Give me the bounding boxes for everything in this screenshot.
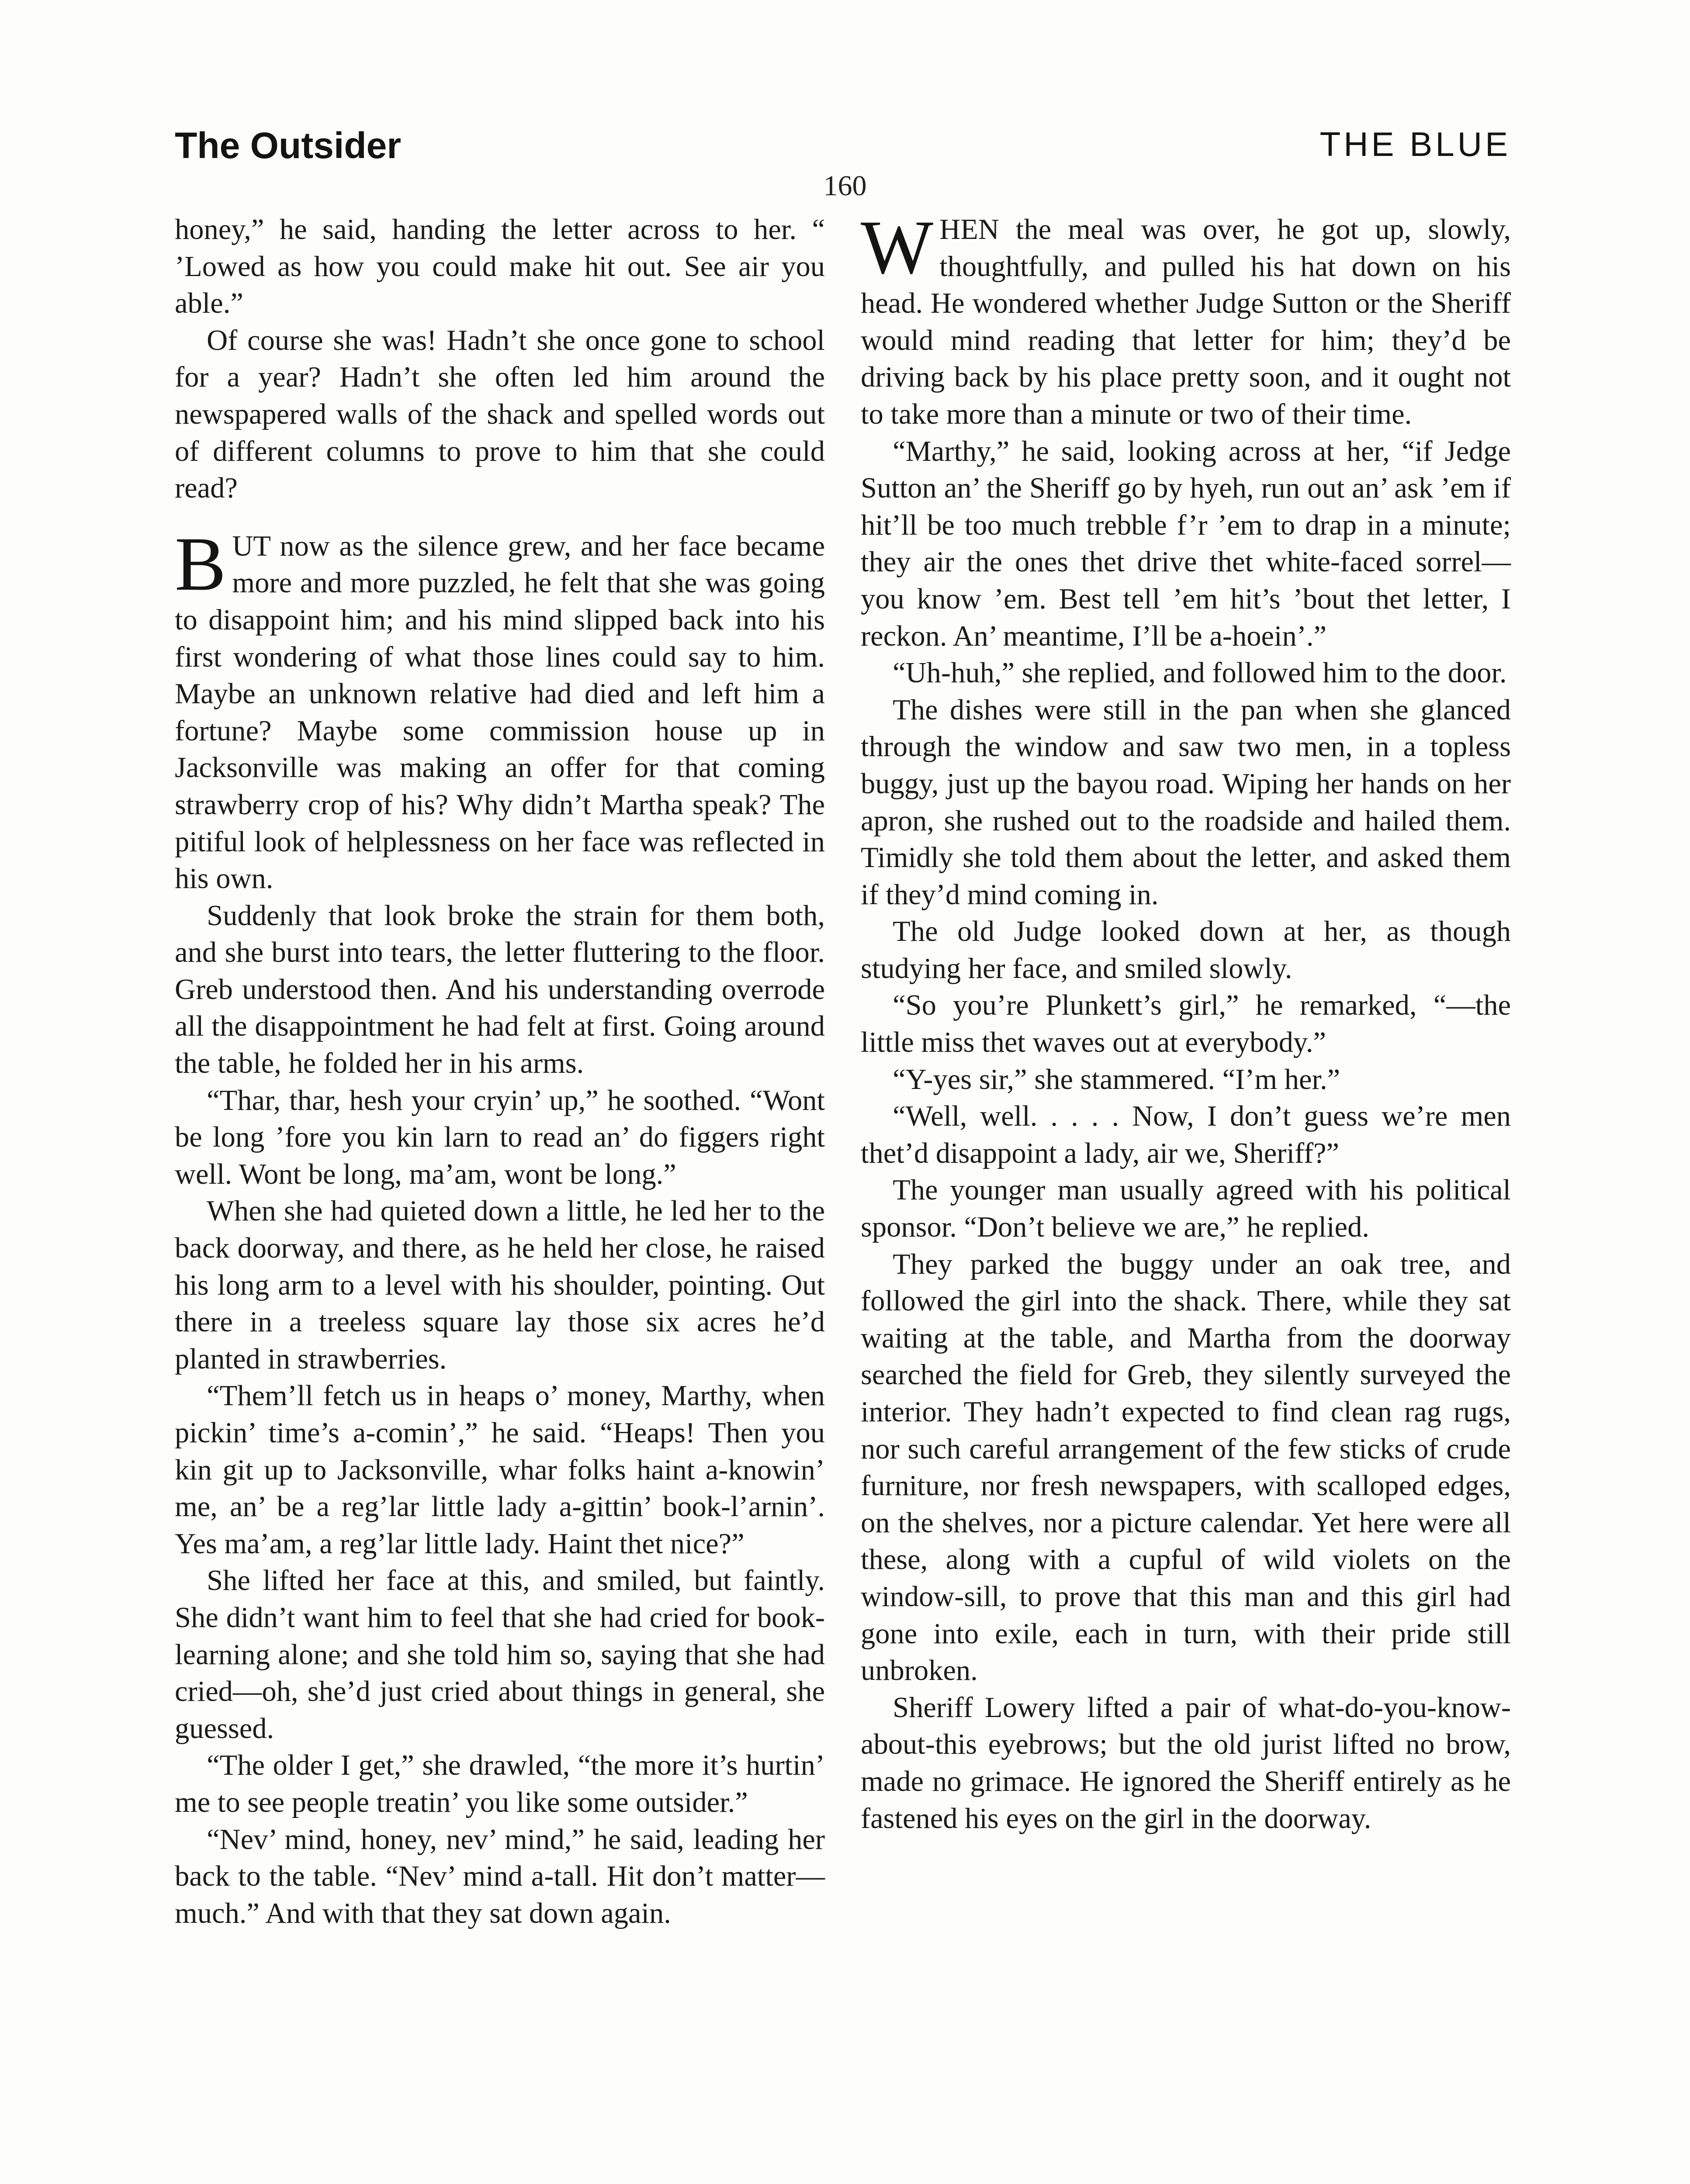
- paragraph: “So you’re Plunkett’s girl,” he remarked, “—the little miss thet waves out at everybody.”: [861, 989, 1511, 1059]
- paragraph-text: HEN the meal was over, he got up, slowly, thoughtfully, and pulled his hat down on his head. He wondered whether Judge Sutton or the Sheriff would mind reading that letter for him; they’d be driving back by his place pretty soon, and it ought not to take more than a minute or two of their time.: [861, 214, 1511, 430]
- left-column: [175, 211, 825, 2184]
- magazine-name: THE BLUE: [1319, 125, 1511, 163]
- paragraph: Sheriff Lowery lifted a pair of what-do-you-know-about-this eyebrows; but the old jurist lifted no brow, made no grimace. He ignored the Sheriff entirely as he fastened his eyes on the girl in the doorway.: [861, 1691, 1511, 1835]
- paragraph-text: UT now as the silence grew, and her face became more and more puzzled, he felt that she was going to disappoint him; and his mind slipped back into his first wondering of what those lines could say to him. Maybe an unknown relative had died and left him a fortune? Maybe some commission house up in Jacksonville was making an offer for that coming strawberry crop of his? Why didn’t Martha speak? The pitiful look of helplessness on her face was reflected in his own.: [175, 530, 825, 895]
- section-opening-paragraph: [175, 521, 825, 898]
- paragraph: Suddenly that look broke the strain for them both, and she burst into tears, the letter fluttering to the floor. Greb understood then. And his understanding overrode all the disappointment he had felt at first. Going around the table, he folded her in his arms.: [175, 899, 825, 1080]
- paragraph: “Nev’ mind, honey, nev’ mind,” he said, leading her back to the table. “Nev’ mind a-tall. Hit don’t matter—much.” And with that they sat down again.: [175, 1823, 825, 1929]
- paragraph: The old Judge looked down at her, as though studying her face, and smiled slowly.: [861, 916, 1511, 985]
- paragraph: honey,” he said, handing the letter across to her. “ ’Lowed as how you could make hit out. See air you able.”: [175, 214, 825, 320]
- story-title: The Outsider: [175, 125, 402, 166]
- paragraph: “Them’ll fetch us in heaps o’ money, Marthy, when pickin’ time’s a-comin’,” he said. “Heaps! Then you kin git up to Jacksonville, whar folks haint a-knowin’ me, an’ be a reg’lar little lady a-gittin’ book-l’arnin’. Yes ma’am, a reg’lar little lady. Haint thet nice?”: [175, 1380, 825, 1560]
- paragraph: Of course she was! Hadn’t she once gone to school for a year? Hadn’t she often led him around the newspapered walls of the shack and spelled words out of different columns to prove to him that she could read?: [175, 324, 825, 505]
- paragraph: They parked the buggy under an oak tree, and followed the girl into the shack. There, while they sat waiting at the table, and Martha from the doorway searched the field for Greb, they silently surveyed the interior. They hadn’t expected to find clean rag rugs, nor such careful arrangement of the few sticks of crude furniture, nor fresh newspapers, with scalloped edges, on the shelves, nor a picture calendar. Yet here were all these, along with a cupful of wild violets on the window-sill, to prove that this man and this girl had gone into exile, each in turn, with their pride still unbroken.: [861, 1248, 1511, 1687]
- paragraph: “The older I get,” she drawled, “the more it’s hurtin’ me to see people treatin’ you like some outsider.”: [175, 1749, 825, 1818]
- paragraph: She lifted her face at this, and smiled, but faintly. She didn’t want him to feel that she had cried for book-learning alone; and she told him so, saying that she had cried—oh, she’d just cried about things in general, she guessed.: [175, 1565, 825, 1745]
- page-number: 160: [823, 170, 867, 202]
- paragraph: “Thar, thar, hesh your cryin’ up,” he soothed. “Wont be long ’fore you kin larn to read an’ do figgers right well. Wont be long, ma’am, wont be long.”: [175, 1084, 825, 1190]
- paragraph: The younger man usually agreed with his political sponsor. “Don’t believe we are,” he replied.: [861, 1174, 1511, 1244]
- section-opening-paragraph: [861, 205, 1511, 433]
- right-column: [861, 205, 1511, 2184]
- paragraph: The dishes were still in the pan when she glanced through the window and saw two men, in a topless buggy, just up the bayou road. Wiping her hands on her apron, she rushed out to the roadside and hailed them. Timidly she told them about the letter, and asked them if they’d mind coming in.: [861, 694, 1511, 911]
- paragraph: When she had quieted down a little, he led her to the back doorway, and there, as he held her close, he raised his long arm to a level with his shoulder, pointing. Out there in a treeless square lay those six acres he’d planted in strawberries.: [175, 1195, 825, 1375]
- drop-cap: W: [861, 205, 934, 290]
- drop-cap: B: [175, 521, 226, 607]
- paragraph: “Uh-huh,” she replied, and followed him to the door.: [893, 657, 1507, 689]
- paragraph: “Well, well. . . . . Now, I don’t guess we’re men thet’d disappoint a lady, air we, Sheriff?”: [861, 1100, 1511, 1169]
- paragraph: “Y-yes sir,” she stammered. “I’m her.”: [893, 1063, 1340, 1095]
- paragraph: “Marthy,” he said, looking across at her, “if Jedge Sutton an’ the Sheriff go by hyeh, run out an’ ask ’em if hit’ll be too much trebble f’r ’em to drap in a minute; they air the ones thet drive thet white-faced sorrel—you know ’em. Best tell ’em hit’s ’bout thet letter, I reckon. An’ meantime, I’ll be a-hoein’.”: [861, 435, 1511, 652]
